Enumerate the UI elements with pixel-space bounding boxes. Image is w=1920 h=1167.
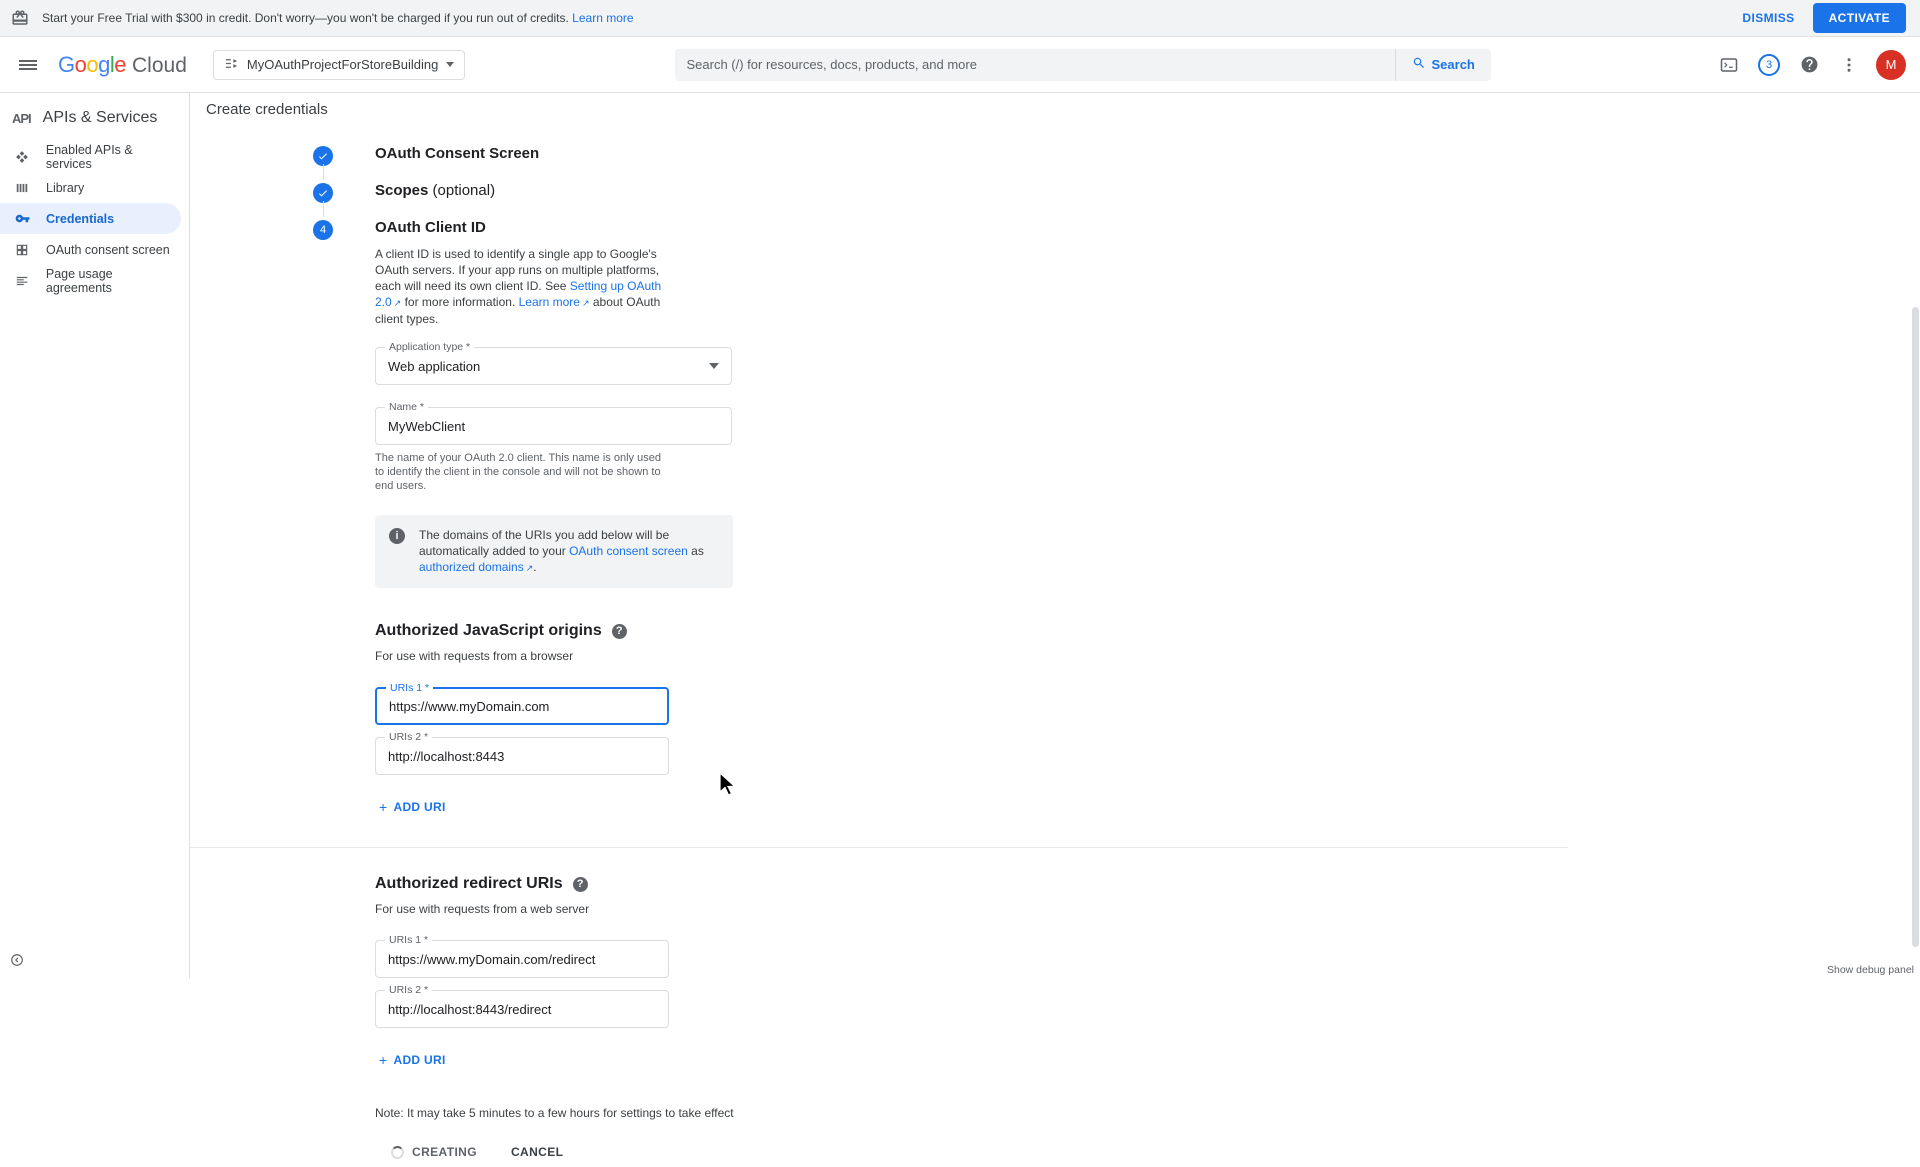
info-text-part1: The domains of the URIs you add below will be automatically added to your: [419, 528, 670, 558]
top-navigation-bar: [0, 37, 1920, 93]
sidebar-item-library[interactable]: [0, 172, 181, 203]
trial-learn-more-link[interactable]: Learn more: [572, 11, 634, 25]
search-container: [465, 49, 1700, 81]
trial-banner-message: Start your Free Trial with $300 in credit. Don't worry—you won't be charged if you run out of credits.: [42, 11, 569, 25]
search-icon: [1412, 56, 1426, 73]
main-content: [190, 93, 1920, 1159]
js-origin-uri-1-value: https://www.myDomain.com: [389, 698, 550, 714]
search-input[interactable]: Search (/) for resources, docs, products, and more: [675, 49, 1395, 81]
notifications-count: 3: [1758, 54, 1780, 76]
info-text-part3: .: [533, 560, 537, 574]
dashboard-icon: [14, 150, 30, 164]
js-origin-uri-2-input[interactable]: [375, 731, 669, 775]
sidebar-title: [0, 103, 189, 141]
settings-note: Note: It may take 5 minutes to a few hours for settings to take effect: [375, 1106, 734, 1120]
js-origins-subtitle: For use with requests from a browser: [375, 649, 574, 663]
create-credentials-form: [190, 127, 1920, 1159]
sidebar-item-oauth-consent-screen[interactable]: [0, 234, 181, 265]
section-divider: [190, 847, 1568, 848]
client-name-value: MyWebClient: [388, 418, 466, 434]
step-optional-label: (optional): [428, 182, 496, 199]
learn-more-link[interactable]: Learn more ↗: [519, 295, 590, 309]
redirect-uri-2-input[interactable]: [375, 984, 669, 1028]
form-actions: [387, 1137, 1920, 1167]
client-desc-part1: A client ID is used to identify a single app to Google's OAuth servers. If your app runs on multiple platforms, each will need its own client ID. See: [375, 247, 660, 293]
step-title: OAuth Consent Screen: [375, 145, 540, 162]
client-name-label: Name *: [385, 401, 428, 413]
step-oauth-client-id: [319, 219, 1920, 236]
domains-info-text: [419, 527, 719, 576]
step-title: OAuth Client ID: [375, 219, 486, 236]
client-name-input[interactable]: [375, 401, 732, 445]
js-origins-section-title: [375, 622, 1920, 640]
create-button: [387, 1137, 481, 1167]
project-icon: [224, 56, 239, 74]
redirect-uris-section-title: [375, 875, 1920, 893]
help-icon[interactable]: ?: [573, 877, 588, 892]
js-origin-uri-2-value: http://localhost:8443: [388, 748, 505, 764]
vertical-scrollbar[interactable]: [1911, 127, 1920, 978]
setting-up-oauth-link[interactable]: Setting up OAuth 2.0 ↗: [375, 279, 661, 309]
info-text-part2: as: [687, 544, 704, 558]
add-js-origin-uri-button[interactable]: [371, 793, 454, 821]
client-name-helper-text: The name of your OAuth 2.0 client. This name is only used to identify the client in the console and will not be shown to end users.: [375, 452, 661, 492]
loading-spinner-icon: [391, 1146, 404, 1159]
sidebar: [0, 93, 190, 978]
client-desc-part2: for more information.: [401, 295, 519, 309]
info-icon: i: [389, 528, 405, 544]
search-button-label: Search: [1431, 57, 1475, 72]
step-oauth-consent-screen[interactable]: [375, 145, 1920, 162]
consent-icon: [14, 243, 30, 257]
trial-banner-text: [42, 11, 634, 25]
chevron-down-icon: [446, 62, 454, 67]
redirect-uri-2-label: URIs 2 *: [385, 984, 432, 996]
sidebar-item-label: Credentials: [46, 211, 115, 226]
form-scroll-region: [190, 133, 1920, 1167]
authorized-domains-link[interactable]: authorized domains ↗: [419, 560, 533, 574]
step-title: [375, 182, 495, 199]
chevron-down-icon: [709, 363, 719, 369]
client-id-description: [375, 246, 675, 327]
project-selector[interactable]: [213, 50, 465, 80]
free-trial-banner: [0, 0, 1920, 37]
search-button[interactable]: [1395, 49, 1491, 81]
google-wordmark: Google: [58, 51, 127, 77]
activate-button[interactable]: ACTIVATE: [1813, 3, 1906, 33]
sidebar-item-page-usage-agreements[interactable]: [0, 265, 181, 296]
application-type-value: Web application: [388, 358, 481, 374]
step-scopes[interactable]: [375, 182, 1920, 199]
avatar[interactable]: M: [1876, 50, 1906, 80]
sidebar-item-credentials[interactable]: [0, 203, 181, 234]
library-icon: [14, 181, 30, 195]
sidebar-title-label: APIs & Services: [42, 109, 158, 126]
client-desc-part3: about OAuth client types.: [375, 295, 661, 326]
cancel-button[interactable]: CANCEL: [507, 1137, 567, 1167]
sidebar-item-label: Library: [46, 180, 85, 195]
create-button-label: CREATING: [412, 1145, 477, 1159]
step-complete-icon: [313, 146, 333, 166]
agreements-icon: [14, 274, 30, 288]
redirect-uris-title-text: Authorized redirect URIs: [375, 875, 563, 892]
top-bar-icons: [1712, 48, 1906, 82]
cloud-shell-icon[interactable]: [1712, 48, 1746, 82]
application-type-label: Application type *: [385, 341, 474, 353]
cloud-wordmark: Cloud: [132, 53, 187, 77]
step-number-badge: 4: [313, 220, 333, 240]
key-icon: [14, 211, 30, 226]
add-redirect-uri-button[interactable]: [371, 1046, 454, 1074]
sidebar-item-label: Page usage agreements: [45, 266, 113, 295]
help-icon[interactable]: [1792, 48, 1826, 82]
step-title-text: Scopes: [375, 182, 429, 199]
sidebar-item-label: Enabled APIs & services: [45, 142, 133, 171]
step-connector-2: [375, 199, 1920, 219]
sidebar-item-label: OAuth consent screen: [46, 242, 170, 257]
collapse-sidebar-icon[interactable]: [10, 953, 24, 970]
js-origin-uri-1-label: URIs 1 *: [386, 682, 433, 694]
gift-icon: [10, 8, 30, 28]
body-container: [0, 93, 1920, 1159]
application-type-select[interactable]: [375, 341, 732, 385]
redirect-uri-1-input[interactable]: [375, 934, 669, 978]
dismiss-button[interactable]: DISMISS: [1732, 5, 1804, 31]
redirect-uris-subtitle: For use with requests from a web server: [375, 902, 590, 916]
redirect-uri-2-value: http://localhost:8443/redirect: [388, 1001, 552, 1017]
more-options-icon[interactable]: [1832, 48, 1866, 82]
sidebar-item-enabled-apis[interactable]: [0, 141, 181, 172]
js-origins-title-text: Authorized JavaScript origins: [375, 622, 602, 639]
add-uri-label: ADD URI: [393, 800, 446, 814]
step-connector-1: [375, 162, 1920, 182]
domains-info-box: [375, 515, 733, 588]
api-icon: API: [12, 110, 31, 126]
project-name: MyOAuthProjectForStoreBuilding: [246, 57, 439, 72]
step-complete-icon: [313, 183, 333, 203]
redirect-uri-1-label: URIs 1 *: [385, 934, 432, 946]
js-origin-uri-2-label: URIs 2 *: [385, 731, 432, 743]
scrollbar-thumb[interactable]: [1912, 307, 1919, 947]
redirect-uri-1-value: https://www.myDomain.com/redirect: [388, 951, 596, 967]
page-title: Create credentials: [190, 93, 1920, 127]
plus-icon: +: [379, 1052, 388, 1068]
oauth-consent-screen-link[interactable]: OAuth consent screen: [569, 544, 688, 558]
notifications-icon[interactable]: [1752, 48, 1786, 82]
plus-icon: +: [379, 799, 388, 815]
show-debug-panel-link[interactable]: Show debug panel: [1827, 964, 1914, 976]
js-origin-uri-1-input[interactable]: [375, 682, 669, 725]
help-icon[interactable]: ?: [612, 624, 627, 639]
add-uri-label: ADD URI: [393, 1053, 446, 1067]
google-cloud-logo[interactable]: [58, 52, 187, 78]
menu-icon[interactable]: [8, 45, 48, 85]
